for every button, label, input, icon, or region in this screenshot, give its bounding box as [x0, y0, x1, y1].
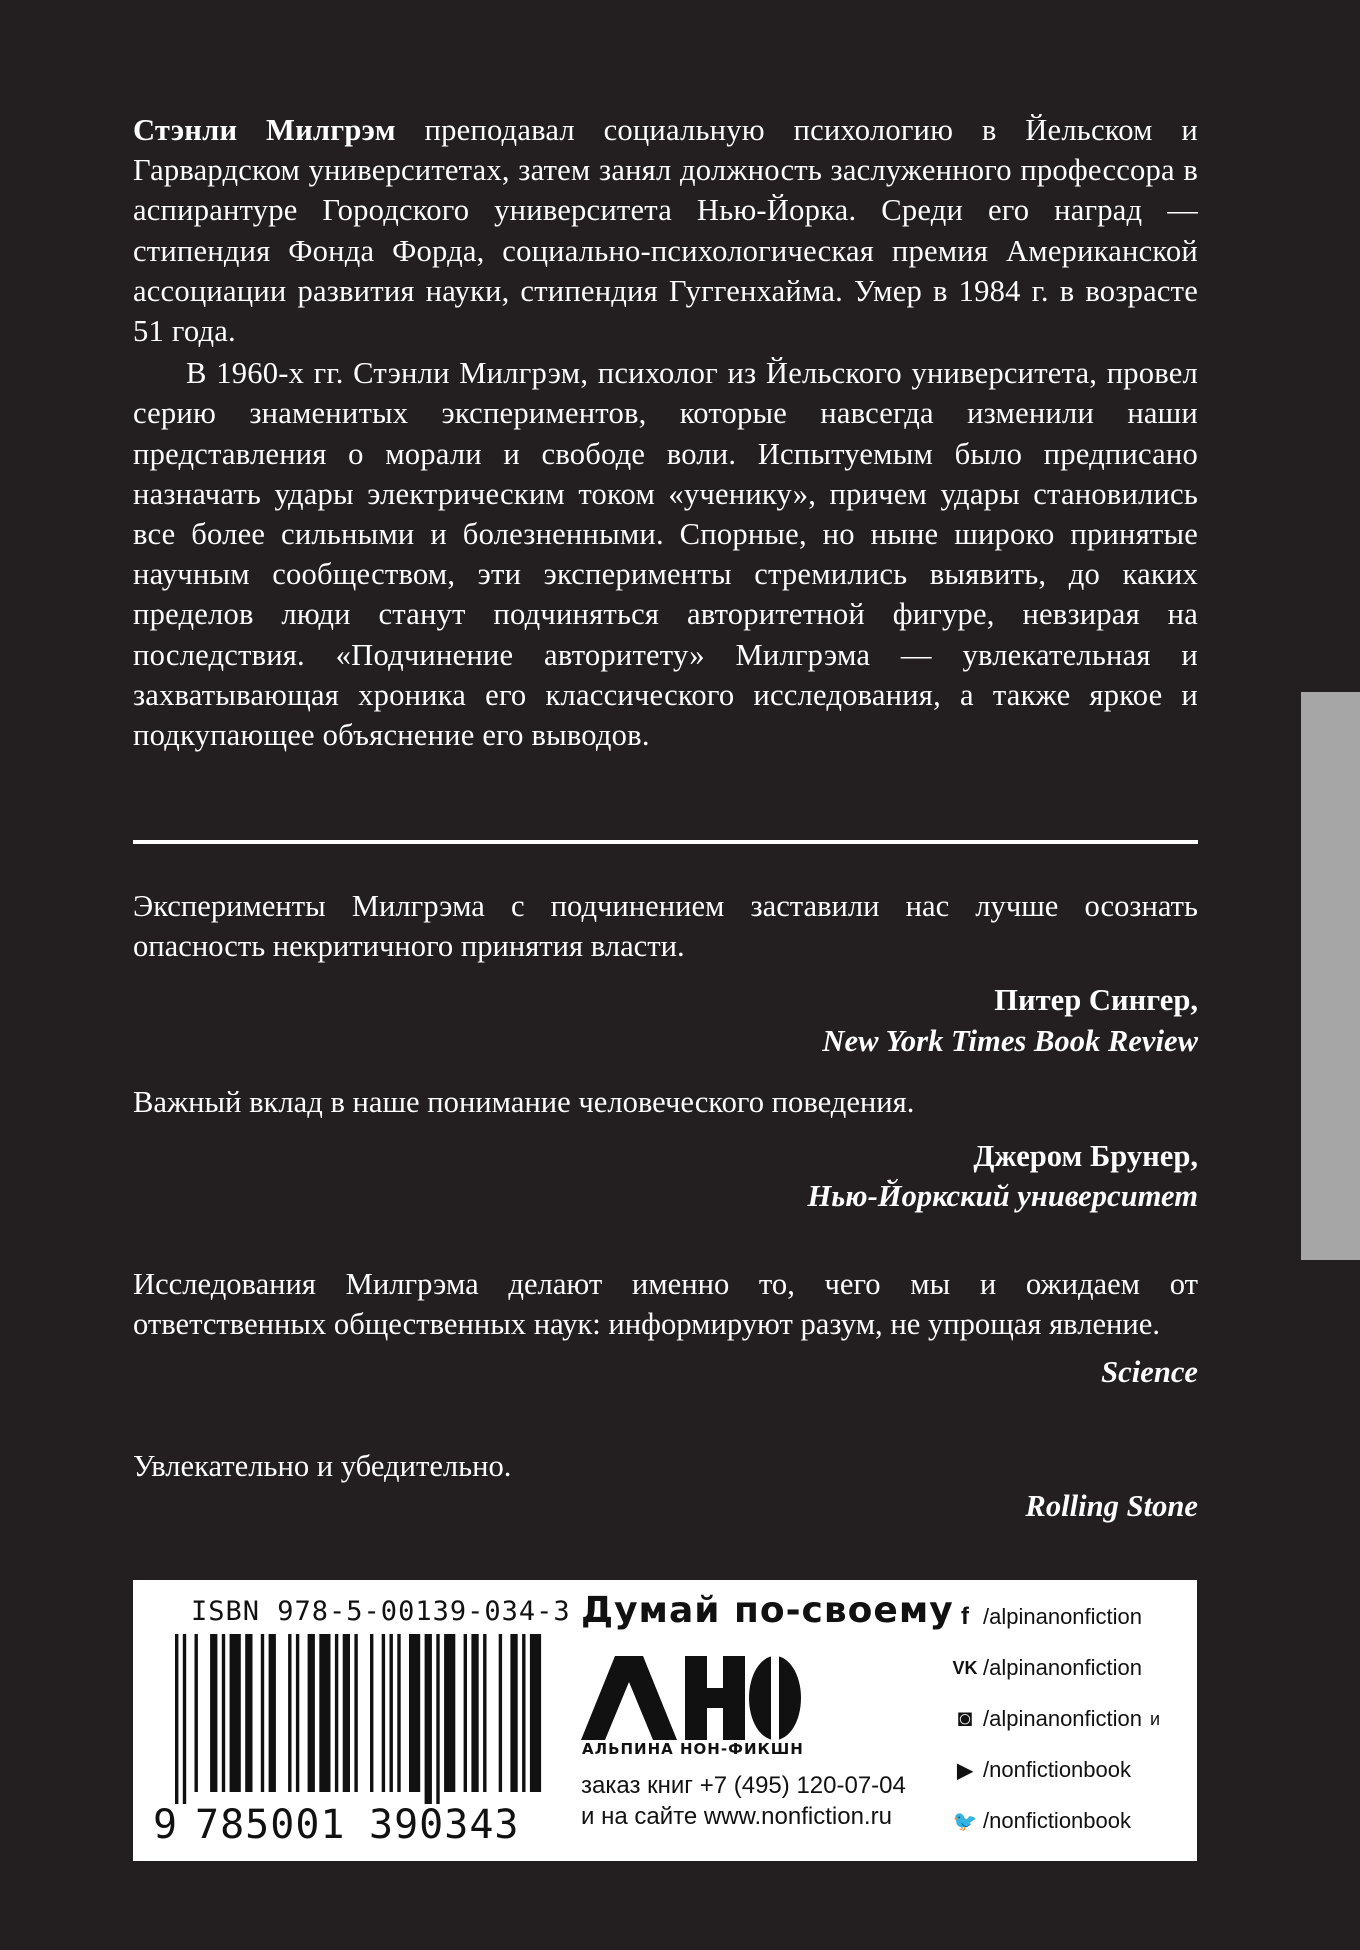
vk-icon: VK: [952, 1657, 978, 1678]
barcode-bar: [335, 1634, 338, 1792]
quote-source: Нью-Йоркский университет: [807, 1179, 1198, 1214]
instagram-icon: ◙: [957, 1705, 973, 1732]
barcode-bar: [261, 1634, 264, 1792]
youtube-icon: ▶: [957, 1759, 973, 1782]
barcode-bar: [296, 1634, 299, 1792]
quote-source: Science: [1101, 1355, 1198, 1390]
barcode-bar: [195, 1634, 198, 1792]
facebook-icon: f: [961, 1603, 969, 1630]
text-section: [133, 110, 1198, 755]
barcode-bar: [483, 1634, 486, 1792]
barcode-bar: [269, 1634, 276, 1792]
barcode-bar: [390, 1634, 393, 1792]
order-site: и на сайте www.nonfiction.ru: [581, 1803, 892, 1830]
divider: [133, 840, 1198, 844]
barcode-bar: [319, 1634, 330, 1792]
barcode-bar: [436, 1634, 439, 1804]
barcode-bar: [522, 1634, 525, 1792]
author-bio-text: преподавал социальную психологию в Йельском и Гарвардском университетах, затем занял должность заслуженного профессора в аспирантуре Городского университета Нью-Йорка. Среди его наград — стипендия Фонда Форда, социально-психологическая премия Американской ассоциации развития науки, стипендия Гуггенхайма. Умер в 1984 г. в возрасте 51 года.: [133, 113, 1198, 349]
social-handle: /alpinanonfiction: [983, 1655, 1143, 1680]
social-vk[interactable]: [951, 1653, 1142, 1683]
barcode-bar: [409, 1634, 420, 1792]
isbn-digits-right: 390343: [369, 1802, 520, 1848]
barcode-bar: [425, 1634, 432, 1804]
quote-text: Важный вклад в наше понимание человеческого поведения.: [133, 1085, 915, 1119]
quote-author: Питер Сингер,: [994, 983, 1198, 1018]
barcode: [153, 1634, 553, 1804]
social-instagram[interactable]: [951, 1704, 1160, 1734]
isbn-digit-first: 9: [153, 1802, 178, 1848]
quote-text: Эксперименты Милгрэма с подчинением заставили нас лучше осознать опасность некритичного принятия власти.: [133, 889, 1198, 964]
barcode-bar: [288, 1634, 291, 1792]
barcode-bar: [471, 1634, 478, 1792]
barcode-bar: [343, 1634, 350, 1792]
order-info: [581, 1770, 906, 1832]
quote-author: Джером Брунер,: [973, 1139, 1198, 1174]
barcode-bar: [397, 1634, 400, 1792]
social-facebook[interactable]: [951, 1602, 1142, 1632]
isbn-digits-left: 785001: [195, 1802, 346, 1848]
author-name: Стэнли Милгрэм: [133, 113, 396, 147]
author-bio: [133, 110, 1198, 351]
order-phone: заказ книг +7 (495) 120-07-04: [581, 1772, 906, 1799]
barcode-bar: [499, 1634, 502, 1792]
social-twitter[interactable]: [951, 1806, 1131, 1836]
book-description: В 1960-х гг. Стэнли Милгрэм, психолог из Йельского университета, провел серию знаменитых экспериментов, которые навсегда изменили наши представления о морали и свободе воли. Испытуемым было предписано назначать удары электрическим током «ученику», причем удары становились все более сильными и болезненными. Спорные, но ныне широко принятые научным сообществом, эти эксперименты стремились выявить, до каких пределов люди станут подчиняться авторитетной фигуре, невзирая на последствия. «Подчинение авторитету» Милгрэма — увлекательная и захватывающая хроника его классического исследования, а также яркое и подкупающее объяснение его выводов.: [133, 356, 1198, 753]
barcode-bar: [530, 1634, 541, 1792]
barcode-bar: [222, 1634, 225, 1792]
publisher-slogan: Думай по-своему: [581, 1590, 954, 1631]
barcode-panel: [133, 1580, 1197, 1861]
barcode-bar: [370, 1634, 373, 1792]
barcode-bar: [230, 1634, 241, 1792]
barcode-bar: [245, 1634, 252, 1792]
social-handle: /nonfictionbook: [983, 1808, 1131, 1833]
publisher-logo: [581, 1656, 801, 1740]
quote-1: [133, 886, 1198, 1061]
quote-4: [133, 1446, 1198, 1526]
barcode-bar: [210, 1634, 217, 1792]
barcode-bar: [382, 1634, 385, 1792]
social-handle: /alpinanonfiction: [983, 1604, 1143, 1629]
quote-3: [133, 1264, 1198, 1393]
barcode-bar: [464, 1634, 467, 1792]
quote-source: New York Times Book Review: [822, 1023, 1198, 1058]
social-youtube[interactable]: [951, 1755, 1131, 1785]
barcode-bar: [510, 1634, 517, 1792]
barcode-bar: [354, 1634, 357, 1792]
twitter-icon: 🐦: [952, 1810, 978, 1833]
quote-text: Увлекательно и убедительно.: [133, 1449, 512, 1483]
quote-2: [133, 1082, 1198, 1217]
social-conjunction: и: [1150, 1708, 1161, 1729]
publisher-name: АЛЬПИНА НОН-ФИКШН: [582, 1740, 804, 1758]
barcode-bar: [444, 1634, 455, 1792]
quote-text: Исследования Милгрэма делают именно то, чего мы и ожидаем от ответственных общественных наук: информируют разум, не упрощая явление.: [133, 1267, 1198, 1342]
barcode-bar: [183, 1634, 186, 1804]
isbn-label: ISBN 978-5-00139-034-3: [191, 1596, 571, 1627]
quote-source: Rolling Stone: [1025, 1489, 1198, 1524]
barcode-bar: [308, 1634, 315, 1792]
social-handle: /nonfictionbook: [983, 1757, 1131, 1782]
spine-tab: [1301, 692, 1360, 1260]
social-handle: /alpinanonfiction: [983, 1706, 1143, 1731]
barcode-bar: [175, 1634, 178, 1804]
